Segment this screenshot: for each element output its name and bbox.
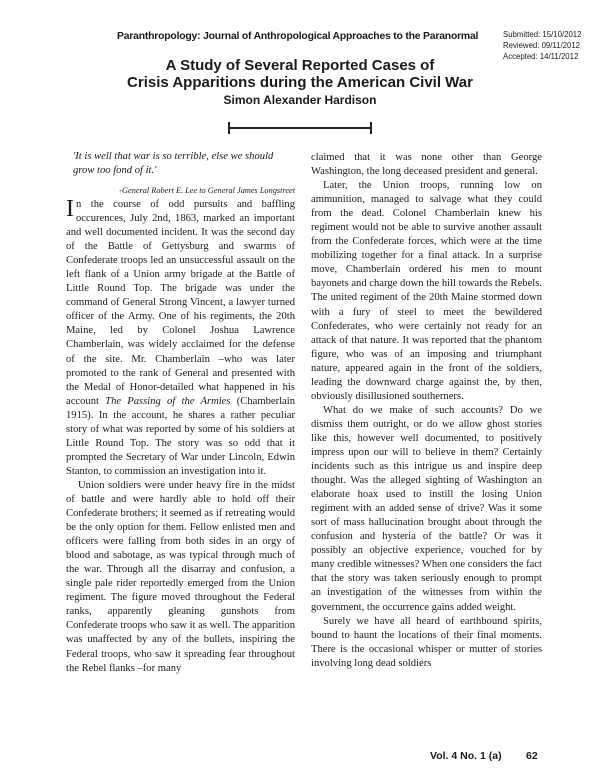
paragraph: Surely we have all heard of earthbound spirits, bound to haunt the locations of their final moments. There is the occasional whisper or mutter of stories involving long dead soldiers <box>311 615 542 669</box>
paragraph: claimed that it was none other than George Washington, the long deceased president and general. <box>311 152 542 178</box>
page-number: 62 <box>526 750 538 762</box>
article-title-line1: A Study of Several Reported Cases of <box>165 57 435 74</box>
submitted-date: Submitted: 15/10/2012 <box>503 30 582 39</box>
drop-cap: I <box>66 196 74 222</box>
left-column <box>66 198 295 676</box>
paragraph-text: n the course of odd pursuits and baffling occurences, July 2nd, 1863, marked an important and well documented incident. It was the second day of the Battle of Gettysburg and swarms of Confederate troops led an unsuccessful assault on the left flank of a Union army brigade at the Battle of Little Round Top. The brigade was under the command of General Strong Vincent, a lawyer turned officer of the Army. One of his regiments, the 20th Maine, led by Colonel Joshua Lawrence Chamberlain, was widely acclaimed for the defense of the site. Mr. Chamberlain –who was later promoted to the rank of General and presented with the Medal of Honor-detailed what happened in his account <box>66 199 295 407</box>
volume-number: Vol. 4 No. 1 (a) <box>430 750 502 762</box>
review-dates <box>503 29 581 62</box>
accepted-date: Accepted: 14/11/2012 <box>503 52 579 61</box>
article-author: Simon Alexander Hardison <box>223 93 377 107</box>
epigraph-quote: 'It is well that war is so terrible, else we should grow too fond of it.' <box>73 151 274 176</box>
paragraph: Union soldiers were under heavy fire in the midst of battle and were hardly able to hold off their Confederate brothers; it seemed as if retreating would be the only option for them. Fellow enlisted men and officers were falling from both sides in an orgy of blood and sabotage, as was typical through much of the war. Through all the disarray and confusion, a single pale rider reportedly emerged from the Union regiment. The figure moved throughout the Federal ranks, apparently gleaning gunshots from Confederate troops who saw it as well. The apparition was unaffected by any of the bullets, inspiring the Federal troops, who saw it spreading fear throughout the Rebel flanks –for many <box>66 479 295 674</box>
cited-book-title: The Passing of the Armies <box>105 395 231 407</box>
paragraph-text: (Chamberlain 1915). In the account, he shares a rather peculiar story of what was reported by some of his soldiers at Little Round Top. The story was so odd that it prompted the Secretary of War under Lincoln, Edwin Stanton, to commission an investigation into it. <box>66 395 295 477</box>
paragraph: What do we make of such accounts? Do we dismiss them outright, or do we allow ghost stories like this, however well documented, to positively impress upon our will to believe in them? Certainly incidents such as this intrigue us and inspire deep thought. Was the alleged sighting of Washington an elaborate hoax used to instill the losing Union regiment with an added sense of drive? Was it some sort of mass hallucination brought about through the confusion and hysteria of the battle? Or was it possibly an objective experience, vouched for by many credible witnesses? When one considers the fact that the story was taken seriously enough to prompt an investigation of the witnesses from within the government, the occurrence gains added weight. <box>311 404 542 613</box>
journal-title: Paranthropology: Journal of Anthropological Approaches to the Paranormal <box>117 31 479 42</box>
paragraph: Later, the Union troops, running low on ammunition, managed to salvage what they could from the dead. Colonel Chamberlain knew his regiment would not be able to survive another assault from the Confederate forces, which were at the time mobilizing together for a final attack. In a surprise move, Chamberlain ordered his men to mount bayonets and charge down the hill towards the Rebels. The united regiment of the 20th Maine stormed down with a fury of steel to meet the bewildered Confederates, who were certainly not ready for an attack of that nature. It was reported that the phantom figure, who was of an imposing and triumphant nature, appeared again in the front of the soldiers, leading the downward charge against the, by then, obviously disillusioned southerners. <box>311 180 542 402</box>
right-column <box>311 151 542 671</box>
reviewed-date: Reviewed: 09/11/2012 <box>503 41 581 50</box>
title-divider <box>228 127 372 129</box>
paragraph <box>66 198 295 479</box>
epigraph-attribution: -General Robert E. Lee to General James Longstreet <box>119 186 295 195</box>
article-title-line2: Crisis Apparitions during the American Civil War <box>127 74 473 91</box>
